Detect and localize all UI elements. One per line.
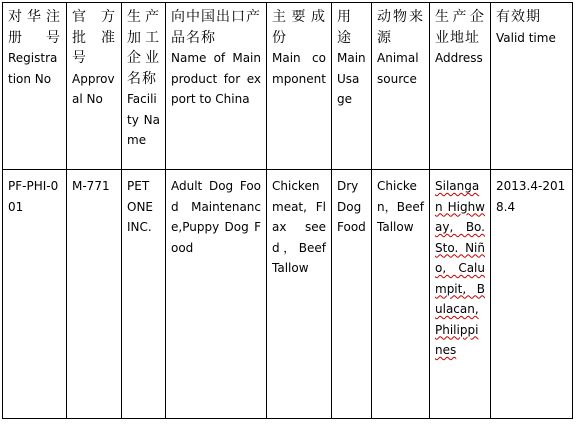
header-valid-time: 有效期 Valid time [491, 3, 573, 170]
cell-animal-source: Chicken，Beef Tallow [372, 170, 430, 419]
header-main-usage: 用途 Main Usage [332, 3, 372, 170]
cell-main-component: Chicken meat, Flax seed，Beef Tallow [267, 170, 332, 419]
cell-main-usage: Dry Dog Food [332, 170, 372, 419]
header-main-product: 向中国出口产品名称 Name of Main product for export to China [166, 3, 267, 170]
table-row [3, 170, 573, 419]
address-text: Silangan Highway, Bo. Sto. Niño, Calumpit, Bulacan, Philippines [435, 179, 485, 357]
cell-address [430, 170, 491, 419]
header-facility-name: 生产加工企业名称 Facility Name [122, 3, 166, 170]
header-address: 生产企业地址 Address [430, 3, 491, 170]
header-animal-source: 动物来源 Animal source [372, 3, 430, 170]
header-main-component: 主要成份 Main component [267, 3, 332, 170]
cell-approval-no: M-771 [67, 170, 122, 419]
table-header-row [3, 3, 573, 170]
cell-valid-time: 2013.4-2018.4 [491, 170, 573, 419]
cell-main-product: Adult Dog Food Maintenance,Puppy Dog Food [166, 170, 267, 419]
header-approval-no: 官方批准号 Approval No [67, 3, 122, 170]
header-registration-no: 对华注册号 Registration No [3, 3, 67, 170]
cell-registration-no: PF-PHI-001 [3, 170, 67, 419]
cell-facility-name: PET ONE INC. [122, 170, 166, 419]
registration-table [2, 2, 573, 419]
